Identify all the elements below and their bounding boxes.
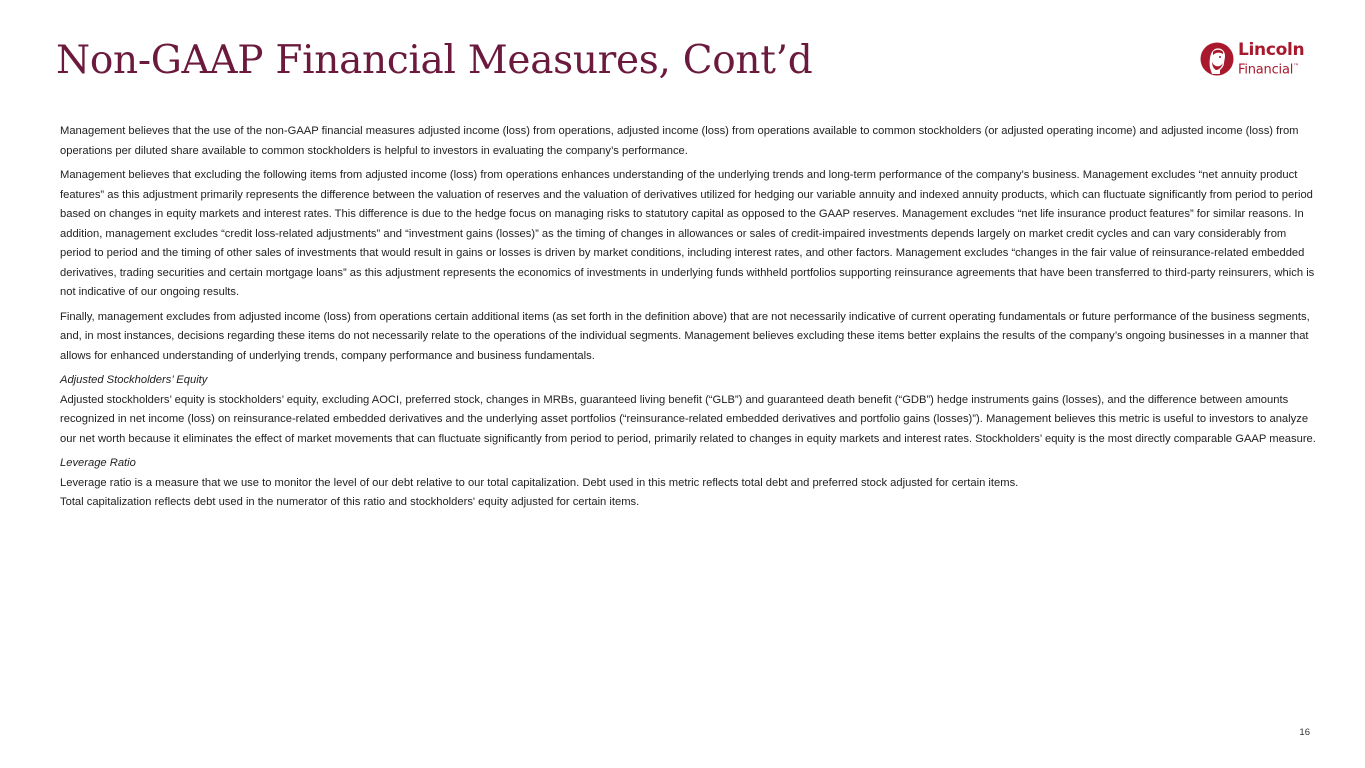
heading-adjusted-stockholders-equity: Adjusted Stockholders’ Equity [60, 374, 208, 386]
page-number: 16 [1299, 727, 1310, 738]
lincoln-financial-logo [1200, 38, 1312, 80]
paragraph-non-gaap-use: Management believes that the use of the non-GAAP financial measures adjusted income (loss) from operations, adjusted income (loss) from operations available to common stockholders (or adjusted operating income) and adjusted income (loss) from operations per diluted share available to common stockholders is helpful to investors in evaluating the company’s performance. [60, 125, 1299, 157]
paragraph-leverage-ratio-1: Leverage ratio is a measure that we use to monitor the level of our debt relative to our total capitalization. Debt used in this metric reflects total debt and preferred stock adjusted for certain items. [60, 476, 1019, 489]
logo-wordmark-line1: Lincoln [1238, 39, 1305, 60]
paragraph-adjusted-stockholders-equity: Adjusted stockholders’ equity is stockholders’ equity, excluding AOCI, preferred stock, changes in MRBs, guaranteed living benefit (“GLB”) and guaranteed death benefit (“GDB”) hedge instruments gains (losses), and the difference between amounts recognized in net income (loss) on reinsurance-related embedded derivatives and the underlying asset portfolios (“reinsurance-related embedded derivatives and portfolio gains (losses)”). Management believes this metric is useful to investors to analyze our net worth because it eliminates the effect of market movements that can fluctuate significantly from period to period, primarily related to changes in equity markets and interest rates. Stockholders’ equity is the most directly comparable GAAP measure. [60, 393, 1316, 445]
paragraph-additional-items: Finally, management excludes from adjusted income (loss) from operations certain additional items (as set forth in the definition above) that are not necessarily indicative of current operating fundamentals or future performance of the business segments, and, in most instances, decisions regarding these items do not necessarily relate to the operations of the individual segments. Management believes excluding these items better explains the results of the company’s ongoing businesses in a manner that allows for enhanced understanding of underlying trends, company performance and business fundamentals. [60, 310, 1310, 362]
page-title: Non-GAAP Financial Measures, Cont’d [56, 38, 813, 83]
logo-wordmark-line2: Financial [1238, 62, 1294, 78]
paragraph-exclusions: Management believes that excluding the following items from adjusted income (loss) from operations enhances understanding of the underlying trends and long-term performance of the company’s business. Management excludes “net annuity product features” as this adjustment primarily represents the difference between the valuation of reserves and the valuation of derivatives utilized for hedging our variable annuity and indexed annuity products, which can fluctuate significantly from period to period based on changes in equity markets and interest rates. This difference is due to the hedge focus on managing risks to statutory capital as opposed to the GAAP reserves. Management excludes “net life insurance product features” for similar reasons. In addition, management excludes “credit loss-related adjustments” and “investment gains (losses)” as the timing of changes in allowances or sales of credit-impaired investments depends largely on market credit cycles and can vary considerably from period to period and the timing of other sales of investments that would result in gains or losses is driven by market conditions, including interest rates, and other factors. Management excludes “changes in the fair value of reinsurance-related embedded derivatives, trading securities and certain mortgage loans” as this adjustment represents the economics of investments in underlying funds withheld portfolios supporting reinsurance agreements that have been transferred to third-party reinsurers, which is not indicative of our ongoing results. [60, 169, 1315, 298]
body-content [60, 122, 1316, 513]
lincoln-portrait-icon [1200, 40, 1234, 78]
heading-leverage-ratio: Leverage Ratio [60, 457, 136, 469]
paragraph-leverage-ratio-2: Total capitalization reflects debt used in the numerator of this ratio and stockholders' equity adjusted for certain items. [60, 496, 640, 508]
trademark-mark: ™ [1293, 62, 1299, 70]
